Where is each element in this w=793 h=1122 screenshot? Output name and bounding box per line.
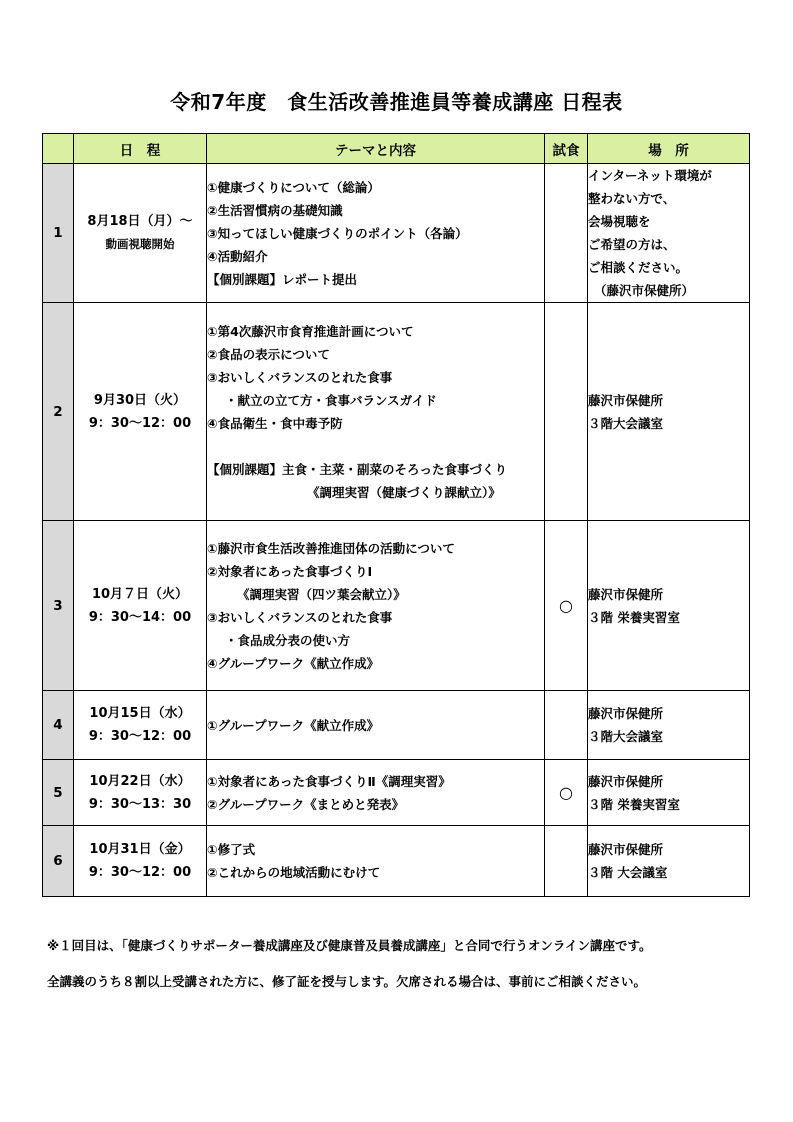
session-number: 6 bbox=[43, 826, 74, 897]
tasting-mark: ○ bbox=[545, 521, 588, 691]
schedule-table bbox=[42, 133, 750, 897]
session-content bbox=[207, 826, 545, 897]
tasting-mark bbox=[545, 164, 588, 303]
header-place: 場 所 bbox=[588, 134, 750, 164]
content-line: 《調理実習（健康づくり課献立）》 bbox=[307, 484, 501, 500]
content-line: ③おいしくバランスのとれた食事 bbox=[207, 369, 393, 385]
content-line: ①対象者にあった食事づくりⅡ《調理実習》 bbox=[207, 773, 451, 789]
date-line: 10月31日（金） bbox=[89, 842, 191, 857]
place-line: ３階大会議室 bbox=[588, 415, 664, 431]
content-line: ・食品成分表の使い方 bbox=[225, 632, 351, 648]
header-date: 日 程 bbox=[74, 134, 207, 164]
table-row bbox=[43, 826, 750, 897]
session-date bbox=[74, 164, 207, 303]
place-line: （藤沢市保健所） bbox=[594, 283, 695, 298]
place-line: ３階 大会議室 bbox=[588, 865, 668, 880]
session-date bbox=[74, 521, 207, 691]
content-line: 《調理実習（四ツ葉会献立）》 bbox=[237, 586, 406, 602]
place-line: 藤沢市保健所 bbox=[588, 706, 664, 721]
session-place bbox=[588, 164, 750, 303]
page-title: 令和7年度 食生活改善推進員等養成講座 日程表 bbox=[170, 90, 623, 114]
place-line: ３階 栄養実習室 bbox=[588, 796, 680, 812]
place-line: 会場視聴を bbox=[588, 214, 651, 229]
table-row bbox=[43, 760, 750, 826]
tasting-mark: ○ bbox=[545, 760, 588, 826]
header-content: テーマと内容 bbox=[207, 134, 545, 164]
session-number: 5 bbox=[43, 760, 74, 826]
place-line: 藤沢市保健所 bbox=[588, 842, 664, 857]
content-line: ①藤沢市食生活改善推進団体の活動について bbox=[207, 540, 455, 556]
session-place bbox=[588, 521, 750, 691]
tasting-mark bbox=[545, 303, 588, 521]
session-place bbox=[588, 303, 750, 521]
content-line: ②生活習慣病の基礎知識 bbox=[207, 202, 343, 218]
session-number: 3 bbox=[43, 521, 74, 691]
content-line: ②対象者にあった食事づくりⅠ bbox=[207, 563, 373, 579]
session-date bbox=[74, 826, 207, 897]
session-content bbox=[207, 691, 545, 760]
header-num bbox=[43, 134, 74, 164]
place-line: ご相談ください。 bbox=[588, 260, 689, 275]
place-line: 藤沢市保健所 bbox=[588, 773, 664, 789]
content-line: 【個別課題】主食・主菜・副菜のそろった食事づくり bbox=[207, 461, 508, 477]
session-number: 2 bbox=[43, 303, 74, 521]
table-row bbox=[43, 164, 750, 303]
content-spacer bbox=[207, 435, 544, 458]
date-line: 10月15日（水） bbox=[89, 706, 191, 721]
session-number: 1 bbox=[43, 164, 74, 303]
place-line: ご希望の方は、 bbox=[588, 237, 676, 252]
table-row bbox=[43, 521, 750, 691]
content-line: 【個別課題】レポート提出 bbox=[207, 271, 358, 287]
content-line: ①第4次藤沢市食育推進計画について bbox=[207, 323, 414, 339]
date-line: 8月18日（月）～ bbox=[87, 214, 193, 229]
content-line: ①健康づくりについて（総論） bbox=[207, 179, 380, 195]
date-line: 9：30～12：00 bbox=[88, 865, 192, 880]
table-row bbox=[43, 303, 750, 521]
session-content bbox=[207, 760, 545, 826]
date-line: 9月30日（火） bbox=[93, 392, 187, 408]
session-content bbox=[207, 164, 545, 303]
content-line: ③おいしくバランスのとれた食事 bbox=[207, 609, 393, 625]
place-line: インターネット環境が bbox=[588, 168, 712, 183]
content-line: ①グループワーク《献立作成》 bbox=[207, 717, 380, 733]
place-line: 整わない方で、 bbox=[588, 191, 676, 206]
content-line: ③知ってほしい健康づくりのポイント（各論） bbox=[207, 225, 468, 241]
tasting-mark bbox=[545, 826, 588, 897]
session-number: 4 bbox=[43, 691, 74, 760]
date-line: 9：30～12：00 bbox=[88, 415, 192, 431]
session-place bbox=[588, 691, 750, 760]
content-line: ②これからの地域活動にむけて bbox=[207, 865, 381, 880]
session-place bbox=[588, 760, 750, 826]
session-date bbox=[74, 760, 207, 826]
date-line: 動画視聴開始 bbox=[105, 237, 175, 251]
table-row bbox=[43, 691, 750, 760]
date-line: 10月22日（水） bbox=[89, 773, 191, 789]
content-line: ④食品衛生・食中毒予防 bbox=[207, 415, 343, 431]
session-date bbox=[74, 691, 207, 760]
note-online: ※１回目は、「健康づくりサポーター養成講座及び健康普及員養成講座」と合同で行うオンライン講座です。 bbox=[47, 938, 652, 953]
content-line: ②グループワーク《まとめと発表》 bbox=[207, 796, 405, 812]
content-line: ②食品の表示について bbox=[207, 346, 330, 362]
content-line: ④グループワーク《献立作成》 bbox=[207, 655, 380, 671]
note-certificate: 全講義のうち８割以上受講された方に、修了証を授与します。欠席される場合は、事前にご相談ください。 bbox=[47, 974, 647, 989]
date-line: 9：30～13：30 bbox=[88, 796, 192, 812]
date-line: 9：30～12：00 bbox=[88, 729, 192, 744]
tasting-mark bbox=[545, 691, 588, 760]
place-line: ３階 栄養実習室 bbox=[588, 609, 680, 625]
place-line: 藤沢市保健所 bbox=[588, 392, 664, 408]
content-line: ④活動紹介 bbox=[207, 248, 268, 264]
session-content bbox=[207, 303, 545, 521]
header-row bbox=[43, 134, 750, 164]
session-place bbox=[588, 826, 750, 897]
session-content bbox=[207, 521, 545, 691]
content-line: ①修了式 bbox=[207, 842, 256, 857]
date-line: 10月７日（火） bbox=[91, 586, 189, 602]
place-line: ３階大会議室 bbox=[588, 729, 664, 744]
header-meal: 試食 bbox=[545, 134, 588, 164]
session-date bbox=[74, 303, 207, 521]
place-line: 藤沢市保健所 bbox=[588, 586, 664, 602]
date-line: 9：30～14：00 bbox=[88, 609, 192, 625]
content-line: ・献立の立て方・食事バランスガイド bbox=[225, 392, 437, 408]
